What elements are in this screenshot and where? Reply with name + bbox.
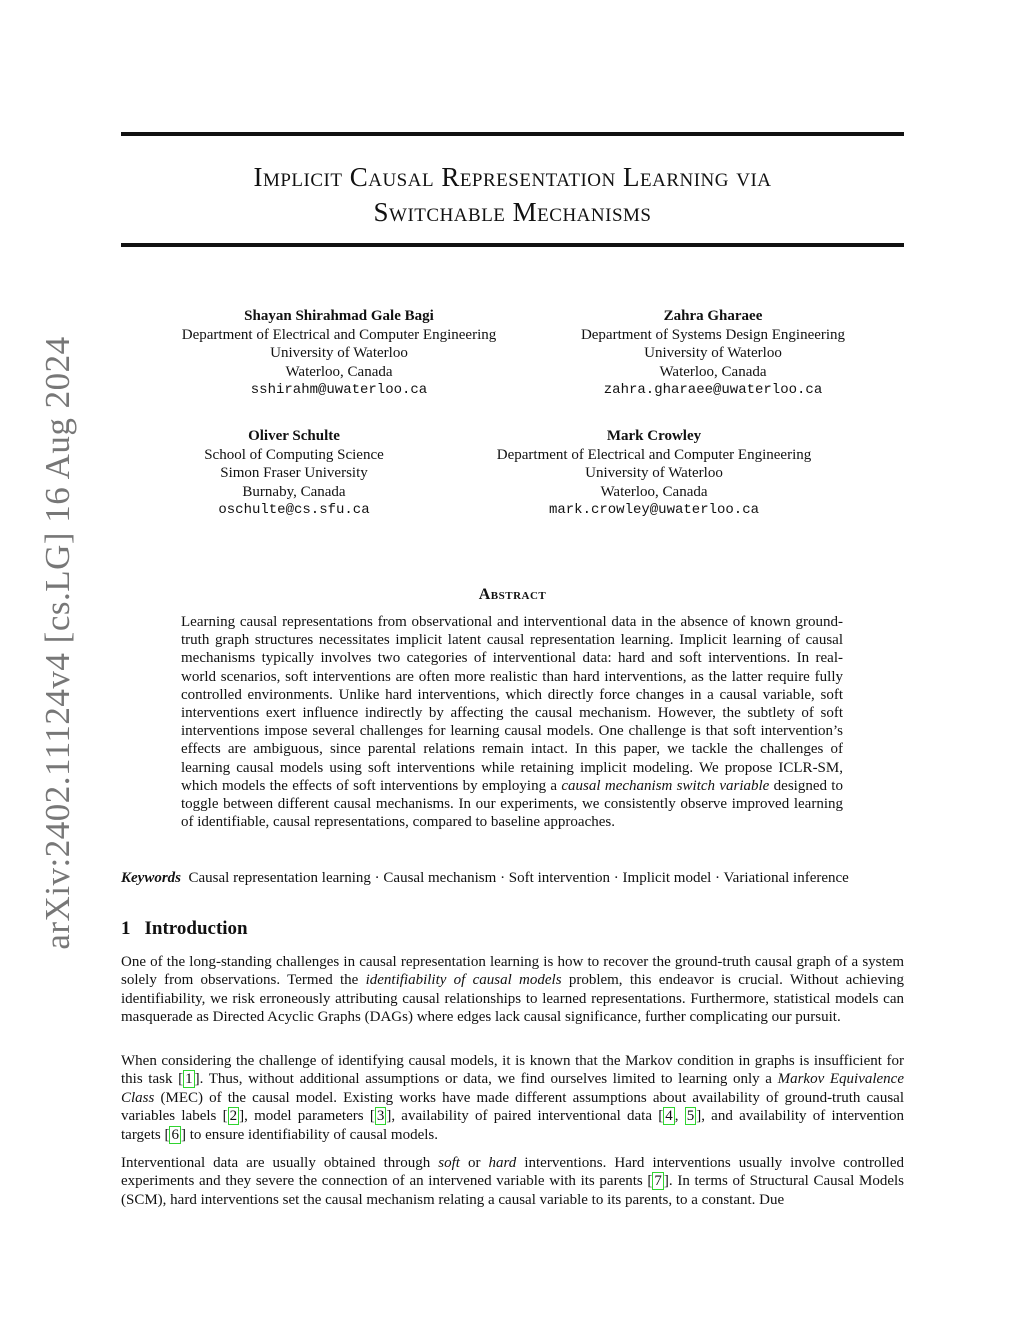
author-university: Simon Fraser University	[220, 465, 368, 481]
abstract-body	[181, 613, 843, 831]
author-department: School of Computing Science	[204, 446, 384, 463]
emphasis: hard	[488, 1155, 517, 1171]
abstract-emphasis: causal mechanism switch variable	[561, 777, 770, 794]
author-department: Department of Electrical and Computer Engineering	[181, 326, 497, 343]
author-name: Mark Crowley	[606, 428, 702, 444]
emphasis: identifiability of causal models	[365, 972, 562, 989]
emphasis: soft	[438, 1155, 460, 1171]
author-department: Department of Systems Design Engineering	[580, 326, 846, 343]
author-block-3	[160, 427, 428, 520]
author-block-1	[160, 307, 518, 400]
title-top-rule	[121, 132, 904, 136]
citation-link[interactable]: 7	[654, 1173, 662, 1190]
author-department: Department of Electrical and Computer Engineering	[496, 446, 812, 463]
text: problem, this endeavor is crucial. Without achieving identifiability, we risk erroneously attributing causal relationships to learned representations. Furthermore, statistical models can masquerade as Directed Acyclic Graphs (DAGs) where edges lack causal significance, further complicating our pursuit.	[121, 972, 904, 1026]
citation-link[interactable]: 3	[376, 1108, 385, 1125]
author-email[interactable]: sshirahm@uwaterloo.ca	[250, 382, 428, 398]
author-block-4	[474, 427, 834, 520]
arxiv-sidebar	[0, 0, 90, 1325]
author-university: University of Waterloo	[270, 345, 408, 361]
citation-link[interactable]: 2	[229, 1108, 238, 1125]
text: ], availability of paired interventional data [	[386, 1108, 664, 1125]
author-location: Waterloo, Canada	[285, 363, 393, 380]
keywords-label: Keywords	[121, 870, 181, 886]
section-heading	[121, 918, 248, 940]
title-bottom-rule	[121, 243, 904, 247]
text: or	[459, 1155, 489, 1171]
author-name: Oliver Schulte	[248, 428, 340, 444]
keywords-text: Causal representation learning · Causal mechanism · Soft intervention · Implicit model · Variational inference	[188, 870, 849, 886]
author-name: Shayan Shirahmad Gale Bagi	[244, 308, 434, 324]
abstract-text-end: designed to toggle between different causal mechanisms. In our experiments, we consistently observe improved learning of identifiable, causal representations, compared to baseline approaches.	[181, 777, 843, 831]
text: ] to ensure identifiability of causal models.	[180, 1126, 438, 1143]
author-email[interactable]: zahra.gharaee@uwaterloo.ca	[603, 382, 823, 398]
paper-title	[121, 160, 904, 230]
author-location: Waterloo, Canada	[600, 483, 708, 500]
author-location: Waterloo, Canada	[659, 363, 767, 380]
text: One of the long-standing challenges in causal representation learning is how to recover the ground-truth causal graph of a system solely from observations. Termed the	[121, 954, 904, 989]
author-email[interactable]: oschulte@cs.sfu.ca	[218, 502, 370, 518]
section-title: Introduction	[144, 918, 248, 939]
abstract-heading: Abstract	[478, 586, 547, 603]
text: interventions. Hard interventions usually involve controlled experiments and they severe the connection of an intervened variable with its parents [	[121, 1155, 904, 1190]
text: ,	[674, 1108, 685, 1125]
arxiv-identifier: arXiv:2402.11124v4 [cs.LG] 16 Aug 2024	[38, 336, 77, 950]
author-university: University of Waterloo	[585, 465, 723, 481]
text: ]. In terms of Structural Causal Models (SCM), hard interventions set the causal mechanism relating a causal variable to its parents, to a constant. Due	[121, 1173, 904, 1208]
citation-link[interactable]: 6	[171, 1126, 179, 1143]
section-number: 1	[121, 918, 131, 939]
text: (MEC) of the causal model. Existing works have made different assumptions about availability of ground-truth causal variables labels [	[121, 1089, 904, 1125]
author-block-2	[540, 307, 886, 400]
title-line-2: Switchable Mechanisms	[373, 197, 652, 227]
author-email[interactable]: mark.crowley@uwaterloo.ca	[548, 502, 760, 518]
intro-paragraph-2	[121, 1052, 904, 1144]
text: ], model parameters [	[239, 1108, 375, 1125]
intro-paragraph-1	[121, 953, 904, 1027]
keywords	[121, 869, 904, 887]
text: Interventional data are usually obtained through	[121, 1155, 439, 1171]
author-location: Burnaby, Canada	[242, 483, 346, 500]
abstract-text: Learning causal representations from observational and interventional data in the absence of known ground-truth graph structures necessitates implicit latent causal representation learning. Implicit learning of causal mechanisms typically involves two categories of interventional data: hard and soft interventions. In real-world scenarios, soft interventions are often more realistic than hard interventions, as the latter require fully controlled environments. Unlike hard interventions, which directly force changes in a causal variable, soft interventions exert influence indirectly by affecting the causal mechanism. However, the subtlety of soft interventions impose several challenges for learning causal models. One challenge is that soft intervention’s effects are ambiguous, since parental relations remain intact. In this paper, we tackle the challenges of learning causal models using soft interventions while retaining implicit modeling. We propose ICLR-SM, which models the effects of soft interventions by employing a	[181, 614, 843, 794]
text: When considering the challenge of identifying causal models, it is known that the Markov condition in graphs is insufficient for this task [	[121, 1053, 904, 1088]
title-line-1: Implicit Causal Representation Learning via	[253, 162, 772, 192]
citation-link[interactable]: 4	[665, 1108, 673, 1125]
text: ]. Thus, without additional assumptions or data, we find ourselves limited to learning only a	[194, 1071, 778, 1088]
emphasis: Markov Equivalence Class	[121, 1071, 904, 1106]
intro-paragraph-3	[121, 1154, 904, 1209]
citation-link[interactable]: 5	[686, 1108, 695, 1125]
author-name: Zahra Gharaee	[663, 308, 763, 324]
text: ], and availability of intervention targets [	[121, 1108, 904, 1143]
citation-link[interactable]: 1	[185, 1071, 193, 1088]
author-university: University of Waterloo	[644, 345, 782, 361]
